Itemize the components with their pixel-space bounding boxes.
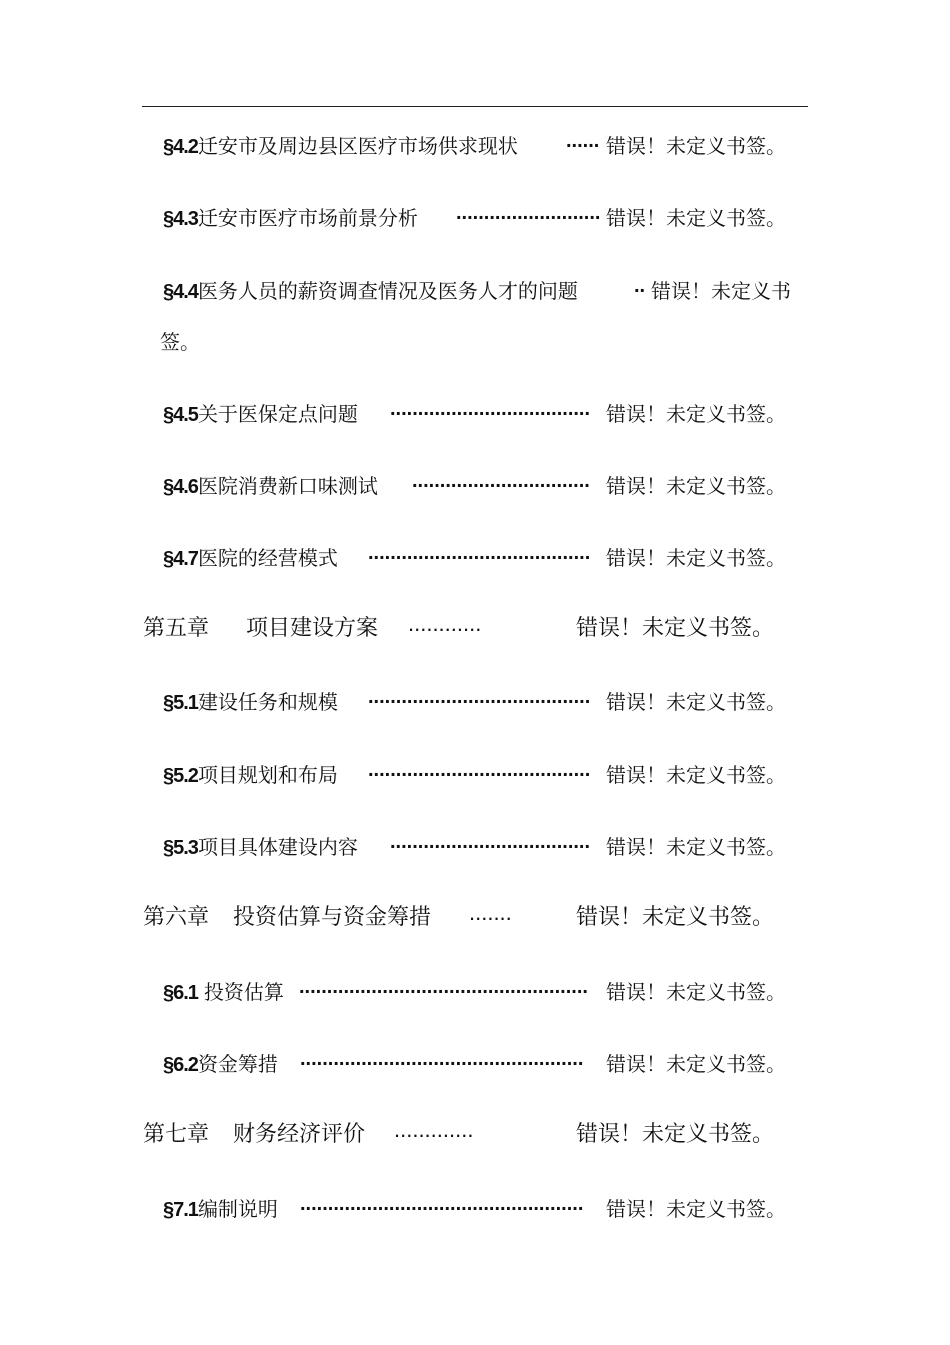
toc-page-status: 错误！未定义书签。	[606, 134, 786, 158]
toc-page-status-continued: 签。	[160, 330, 200, 354]
toc-page-status: 错误！未定义书签。	[576, 905, 775, 930]
toc-entry-5-2[interactable]	[163, 759, 803, 787]
toc-title: 投资估算	[203, 980, 284, 1004]
toc-number: §4.3	[163, 208, 198, 230]
toc-title: 建设任务和规模	[197, 690, 338, 714]
toc-page-status: 错误！未定义书	[651, 279, 791, 303]
toc-leader: ....................................................	[299, 976, 588, 998]
toc-entry-6-2[interactable]	[163, 1048, 803, 1076]
toc-page-status: 错误！未定义书签。	[606, 763, 786, 787]
toc-leader: ...................................................	[300, 1048, 584, 1070]
toc-title: 项目规划和布局	[197, 763, 338, 787]
toc-number: §6.1	[163, 982, 198, 1004]
toc-number: §6.2	[163, 1054, 198, 1076]
toc-leader: ............	[408, 611, 482, 636]
chapter-title: 投资估算与资金筹措	[233, 905, 432, 930]
toc-number: §4.2	[163, 136, 198, 158]
toc-entry-4-5[interactable]	[163, 398, 803, 426]
toc-number: §4.7	[163, 548, 198, 570]
toc-title: 关于医保定点问题	[197, 402, 358, 426]
toc-number: §7.1	[163, 1199, 198, 1221]
toc-page-status: 错误！未定义书签。	[576, 616, 775, 641]
toc-page-status: 错误！未定义书签。	[606, 980, 786, 1004]
toc-number: §5.3	[163, 837, 198, 859]
toc-number: §5.1	[163, 692, 198, 714]
toc-title: 医务人员的薪资调查情况及医务人才的问题	[197, 279, 578, 303]
toc-title: 迁安市医疗市场前景分析	[197, 206, 418, 230]
toc-leader: ....................................	[390, 831, 591, 853]
toc-number: §4.4	[163, 281, 198, 303]
toc-entry-7-1[interactable]	[163, 1193, 803, 1221]
header-rule	[142, 106, 808, 107]
chapter-number: 第五章	[143, 616, 210, 641]
toc-title: 医院消费新口味测试	[197, 474, 378, 498]
toc-leader: .............	[394, 1117, 474, 1142]
toc-title: 迁安市及周边县区医疗市场供求现状	[197, 134, 518, 158]
toc-chapter-5[interactable]	[143, 611, 803, 643]
toc-page-status: 错误！未定义书签。	[576, 1122, 775, 1147]
toc-page-status: 错误！未定义书签。	[606, 474, 786, 498]
toc-leader: ........................................	[368, 759, 591, 781]
toc-entry-5-3[interactable]	[163, 831, 803, 859]
chapter-title: 项目建设方案	[246, 616, 379, 641]
toc-title: 资金筹措	[197, 1052, 278, 1076]
toc-chapter-6[interactable]	[143, 900, 803, 932]
toc-entry-5-1[interactable]	[163, 686, 803, 714]
toc-entry-4-3[interactable]	[163, 202, 803, 230]
toc-title: 项目具体建设内容	[197, 835, 358, 859]
toc-leader: .......	[469, 900, 512, 925]
toc-entry-4-4-continued	[160, 326, 200, 355]
toc-title: 医院的经营模式	[197, 546, 338, 570]
toc-leader: ..	[634, 275, 646, 297]
toc-leader: ........................................	[368, 686, 591, 708]
toc-title: 编制说明	[197, 1197, 278, 1221]
toc-chapter-7[interactable]	[143, 1117, 803, 1149]
toc-leader: ......	[566, 130, 600, 152]
toc-leader: ...................................................	[300, 1193, 584, 1215]
chapter-title: 财务经济评价	[233, 1122, 366, 1147]
chapter-number: 第七章	[143, 1122, 210, 1147]
toc-entry-4-6[interactable]	[163, 470, 803, 498]
toc-page-status: 错误！未定义书签。	[606, 690, 786, 714]
toc-page-status: 错误！未定义书签。	[606, 1052, 786, 1076]
toc-number: §4.5	[163, 404, 198, 426]
toc-page-status: 错误！未定义书签。	[606, 1197, 786, 1221]
toc-number: §5.2	[163, 765, 198, 787]
toc-entry-4-7[interactable]	[163, 542, 803, 570]
toc-page-status: 错误！未定义书签。	[606, 206, 786, 230]
toc-entry-6-1[interactable]	[163, 976, 803, 1004]
toc-number: §4.6	[163, 476, 198, 498]
toc-page-status: 错误！未定义书签。	[606, 402, 786, 426]
chapter-number: 第六章	[143, 905, 210, 930]
toc-leader: ..........................	[456, 202, 601, 224]
toc-leader: ....................................	[390, 398, 591, 420]
toc-page-status: 错误！未定义书签。	[606, 546, 786, 570]
toc-leader: ........................................	[368, 542, 591, 564]
toc-page-status: 错误！未定义书签。	[606, 835, 786, 859]
toc-entry-4-4[interactable]	[163, 275, 803, 303]
toc-leader: ................................	[412, 470, 590, 492]
toc-entry-4-2[interactable]	[163, 130, 803, 158]
